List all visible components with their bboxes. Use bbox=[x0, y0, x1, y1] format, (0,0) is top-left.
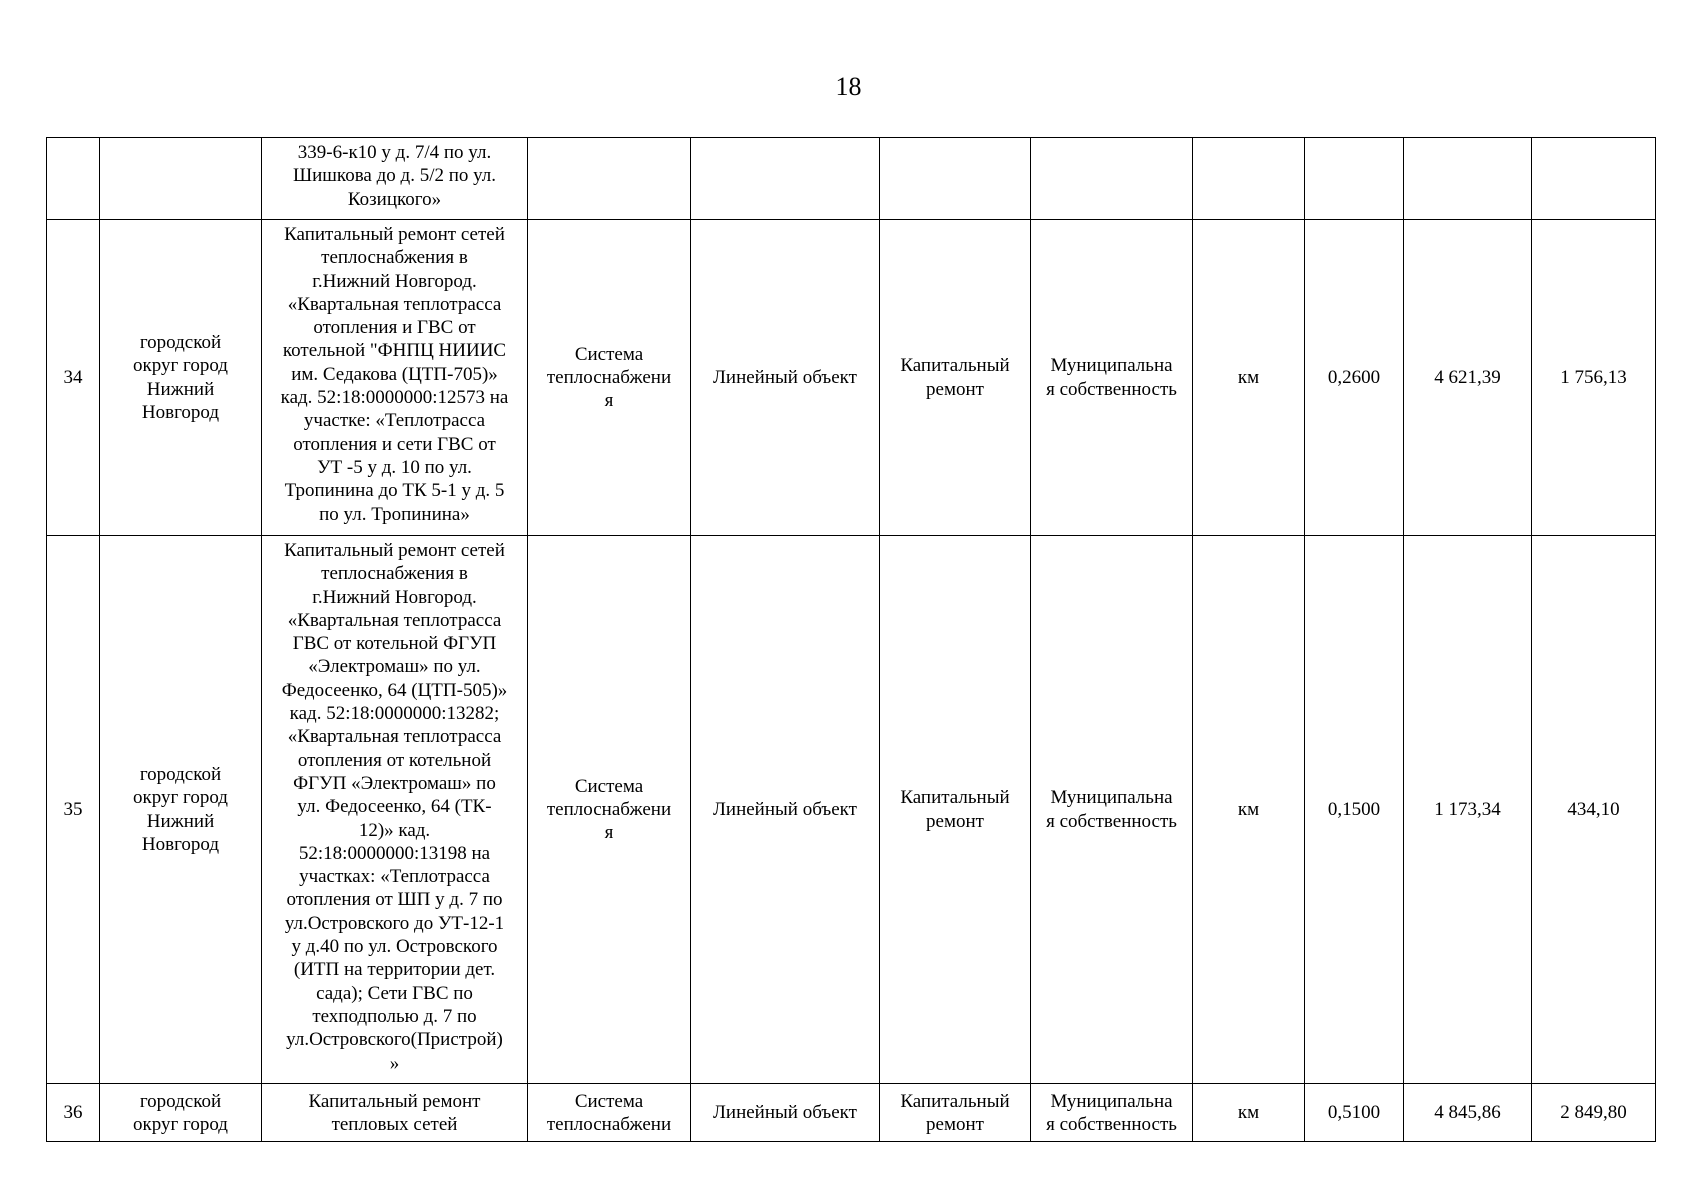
table-row bbox=[47, 220, 1656, 536]
municipality-line: городской bbox=[139, 1091, 222, 1112]
cell-cost-total: 4 621,39 bbox=[1404, 220, 1532, 536]
page-number: 18 bbox=[835, 72, 862, 101]
cell-cost-total: 4 845,86 bbox=[1404, 1084, 1532, 1142]
system-line: Система bbox=[574, 1091, 644, 1112]
description-line: Капитальный ремонт сетей bbox=[284, 540, 505, 561]
work-type-line: Капитальный bbox=[900, 787, 1010, 809]
system-line: я bbox=[604, 822, 614, 844]
description-line: 12)» кад. bbox=[358, 819, 431, 841]
description-line: ГВС от котельной ФГУП bbox=[292, 633, 497, 655]
description-line: сада); Сети ГВС по bbox=[316, 982, 473, 1004]
cell-description bbox=[262, 220, 528, 536]
cell-num bbox=[47, 138, 100, 220]
description-line: участке: «Теплотрасса bbox=[303, 410, 486, 432]
work-type-line: ремонт bbox=[926, 810, 984, 832]
cell-unit bbox=[1193, 138, 1305, 220]
system-line: теплоснабжени bbox=[546, 366, 672, 388]
description-line: Шишкова до д. 5/2 по ул. bbox=[292, 165, 497, 187]
cell-cost-total bbox=[1404, 138, 1532, 220]
municipality-line: городской bbox=[139, 763, 222, 785]
cell-object-type: Линейный объект bbox=[691, 536, 880, 1084]
cell-system bbox=[528, 1084, 691, 1142]
cell-object-type: Линейный объект bbox=[691, 220, 880, 536]
cell-unit: км bbox=[1193, 536, 1305, 1084]
description-line: им. Седакова (ЦТП-705)» bbox=[291, 363, 498, 385]
cell-system bbox=[528, 138, 691, 220]
description-line: кад. 52:18:0000000:13282; bbox=[289, 703, 500, 725]
description-line: техподполью д. 7 по bbox=[312, 1005, 477, 1027]
table-row bbox=[47, 1084, 1656, 1142]
description-line: ул.Островского до УТ-12-1 bbox=[284, 912, 505, 934]
cell-municipality bbox=[100, 138, 262, 220]
municipality-line: Новгород bbox=[141, 833, 220, 855]
description-line: (ИТП на территории дет. bbox=[293, 959, 496, 981]
cell-system bbox=[528, 220, 691, 536]
municipality-line: Новгород bbox=[141, 401, 220, 423]
ownership-line: Муниципальна bbox=[1050, 787, 1173, 809]
cell-unit: км bbox=[1193, 1084, 1305, 1142]
description-line: ул.Островского(Пристрой) bbox=[286, 1029, 503, 1051]
cell-work-type bbox=[880, 536, 1031, 1084]
description-line: тепловых сетей bbox=[331, 1114, 458, 1136]
description-line: кад. 52:18:0000000:12573 на bbox=[280, 387, 509, 409]
table-row bbox=[47, 138, 1656, 220]
description-line: у д.40 по ул. Островского bbox=[291, 936, 498, 958]
ownership-line: я собственность bbox=[1046, 1114, 1177, 1136]
description-line: «Квартальная теплотрасса bbox=[287, 293, 502, 315]
system-line: я bbox=[604, 390, 614, 412]
description-line: отопления от котельной bbox=[297, 749, 492, 771]
cell-work-type bbox=[880, 1084, 1031, 1142]
description-line: участках: «Теплотрасса bbox=[299, 866, 490, 888]
cell-length: 0,2600 bbox=[1305, 220, 1404, 536]
description-line: УТ -5 у д. 10 по ул. bbox=[317, 456, 472, 478]
table-row bbox=[47, 536, 1656, 1084]
description-line: Капитальный ремонт bbox=[308, 1091, 481, 1112]
cell-description bbox=[262, 536, 528, 1084]
description-line: Тропинина до ТК 5-1 у д. 5 bbox=[284, 480, 505, 502]
municipality-line: округ город bbox=[133, 1114, 228, 1136]
cell-ownership bbox=[1031, 220, 1193, 536]
cell-length: 0,5100 bbox=[1305, 1084, 1404, 1142]
system-line: Система bbox=[574, 343, 644, 365]
description-line: г.Нижний Новгород. bbox=[312, 270, 477, 292]
work-type-line: ремонт bbox=[926, 378, 984, 400]
work-type-line: Капитальный bbox=[900, 1091, 1010, 1112]
cell-municipality bbox=[100, 536, 262, 1084]
cell-unit: км bbox=[1193, 220, 1305, 536]
cell-cost-part: 1 756,13 bbox=[1532, 220, 1656, 536]
description-line: теплоснабжения в bbox=[321, 247, 468, 269]
description-line: г.Нижний Новгород. bbox=[312, 586, 477, 608]
description-line: Федосеенко, 64 (ЦТП-505)» bbox=[281, 679, 508, 701]
description-line: Козицкого» bbox=[347, 188, 442, 210]
system-line: теплоснабжени bbox=[546, 1114, 672, 1136]
description-line: » bbox=[389, 1052, 400, 1074]
cell-work-type bbox=[880, 220, 1031, 536]
municipality-line: округ город bbox=[133, 355, 228, 377]
cell-num: 35 bbox=[47, 536, 100, 1084]
cell-ownership bbox=[1031, 536, 1193, 1084]
cell-num: 36 bbox=[47, 1084, 100, 1142]
cell-cost-part bbox=[1532, 138, 1656, 220]
system-line: теплоснабжени bbox=[546, 798, 672, 820]
cell-municipality bbox=[100, 220, 262, 536]
ownership-line: Муниципальна bbox=[1050, 1091, 1173, 1112]
description-line: 339-6-к10 у д. 7/4 по ул. bbox=[297, 142, 492, 163]
cell-ownership bbox=[1031, 1084, 1193, 1142]
description-line: теплоснабжения в bbox=[321, 563, 468, 585]
municipality-line: Нижний bbox=[146, 810, 215, 832]
municipality-line: округ город bbox=[133, 787, 228, 809]
description-line: «Квартальная теплотрасса bbox=[287, 726, 502, 748]
description-line: ФГУП «Электромаш» по bbox=[293, 772, 496, 794]
cell-length bbox=[1305, 138, 1404, 220]
ownership-line: я собственность bbox=[1046, 378, 1177, 400]
description-line: отопления от ШП у д. 7 по bbox=[286, 889, 503, 911]
cell-object-type: Линейный объект bbox=[691, 1084, 880, 1142]
cell-object-type bbox=[691, 138, 880, 220]
cell-cost-total: 1 173,34 bbox=[1404, 536, 1532, 1084]
project-table bbox=[46, 137, 1656, 1142]
system-line: Система bbox=[574, 775, 644, 797]
cell-cost-part: 2 849,80 bbox=[1532, 1084, 1656, 1142]
cell-system bbox=[528, 536, 691, 1084]
municipality-line: городской bbox=[139, 331, 222, 353]
description-line: отопления и сети ГВС от bbox=[293, 433, 496, 455]
municipality-line: Нижний bbox=[146, 378, 215, 400]
ownership-line: я собственность bbox=[1046, 810, 1177, 832]
description-line: котельной "ФНПЦ НИИИС bbox=[282, 340, 507, 362]
cell-ownership bbox=[1031, 138, 1193, 220]
description-line: 52:18:0000000:13198 на bbox=[298, 842, 491, 864]
description-line: Капитальный ремонт сетей bbox=[284, 224, 505, 245]
cell-num: 34 bbox=[47, 220, 100, 536]
cell-cost-part: 434,10 bbox=[1532, 536, 1656, 1084]
description-line: «Квартальная теплотрасса bbox=[287, 609, 502, 631]
description-line: отопления и ГВС от bbox=[313, 317, 476, 339]
description-line: ул. Федосеенко, 64 (ТК- bbox=[297, 796, 492, 818]
description-line: «Электромаш» по ул. bbox=[308, 656, 481, 678]
description-line: по ул. Тропинина» bbox=[319, 503, 470, 525]
work-type-line: ремонт bbox=[926, 1114, 984, 1136]
cell-work-type bbox=[880, 138, 1031, 220]
cell-length: 0,1500 bbox=[1305, 536, 1404, 1084]
cell-description bbox=[262, 1084, 528, 1142]
cell-municipality bbox=[100, 1084, 262, 1142]
cell-description bbox=[262, 138, 528, 220]
ownership-line: Муниципальна bbox=[1050, 355, 1173, 377]
work-type-line: Капитальный bbox=[900, 355, 1010, 377]
